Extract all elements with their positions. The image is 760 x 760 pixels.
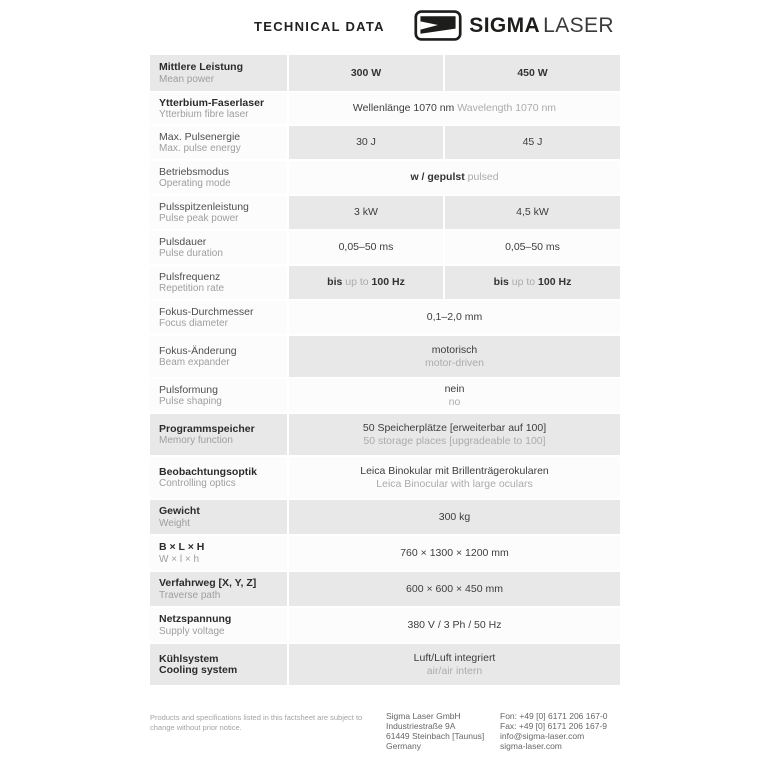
spec-value-area xyxy=(289,379,620,412)
spec-value-cell xyxy=(289,572,620,606)
spec-label-en: Weight xyxy=(159,517,190,529)
spec-label-en: Cooling system xyxy=(159,664,238,676)
spec-label xyxy=(150,608,287,642)
spec-value-line xyxy=(400,547,509,560)
spec-label-de: Pulsdauer xyxy=(159,235,207,248)
spec-value-line xyxy=(351,67,381,80)
footer-line: Germany xyxy=(386,741,421,751)
spec-label-de: Verfahrweg [X, Y, Z] xyxy=(159,577,257,589)
spec-value-cell xyxy=(289,126,443,159)
spec-value-text: 450 W xyxy=(517,66,548,79)
table-row xyxy=(150,500,620,534)
spec-value-line xyxy=(354,206,378,219)
spec-label-en: Mean power xyxy=(159,73,215,85)
spec-label xyxy=(150,161,287,194)
footer-line: info@sigma-laser.com xyxy=(500,731,585,741)
spec-value-line xyxy=(376,478,532,491)
spec-value-cell xyxy=(289,55,443,91)
spec-label-de: Kühlsystem xyxy=(159,652,219,665)
spec-value-line xyxy=(523,136,543,149)
spec-value-text: Leica Binocular with large oculars xyxy=(376,477,533,490)
footer-contact xyxy=(500,711,608,751)
spec-value-cell xyxy=(445,55,620,91)
spec-value-area xyxy=(289,414,620,455)
spec-value-text: 45 J xyxy=(522,136,543,149)
spec-label-en: Ytterbium fibre laser xyxy=(159,109,249,120)
spec-value-line xyxy=(414,652,496,665)
spec-label xyxy=(150,231,287,264)
spec-value-text: 0,1–2,0 mm xyxy=(426,311,483,324)
spec-value-line xyxy=(439,511,471,524)
spec-label-en: Traverse path xyxy=(159,589,221,601)
spec-value-text: 760 × 1300 × 1200 mm xyxy=(400,546,509,559)
spec-value-line xyxy=(432,344,478,357)
spec-value-cell xyxy=(289,608,620,642)
spec-value-area xyxy=(289,457,620,498)
spec-value-line xyxy=(427,311,482,324)
spec-value-cell xyxy=(289,266,443,299)
spec-value-cell xyxy=(289,536,620,570)
spec-value-area xyxy=(289,301,620,334)
brand-name-laser: LASER xyxy=(543,13,614,37)
header xyxy=(150,10,620,48)
spec-label xyxy=(150,572,287,606)
spec-label xyxy=(150,93,287,124)
spec-label-en: Supply voltage xyxy=(159,625,225,637)
spec-label-en: Memory function xyxy=(159,435,233,446)
spec-value-area xyxy=(289,644,620,685)
footer-disclaimer: Products and specifications listed in this factsheet are subject to change without prior notice. xyxy=(150,713,363,732)
table-row xyxy=(150,379,620,412)
spec-value-text: nein xyxy=(444,383,465,395)
table-row xyxy=(150,231,620,264)
spec-label xyxy=(150,336,287,377)
spec-value-text: motorisch xyxy=(431,344,478,356)
table-row xyxy=(150,126,620,159)
spec-value-text: Wavelength 1070 nm xyxy=(457,102,557,115)
spec-value-text: 100 Hz xyxy=(371,276,405,289)
spec-value-cell xyxy=(445,231,620,264)
spec-label-en: Max. pulse energy xyxy=(159,143,241,154)
spec-value-line xyxy=(425,357,484,370)
table-row xyxy=(150,536,620,570)
table-row xyxy=(150,161,620,194)
spec-value-line xyxy=(505,241,560,254)
spec-label xyxy=(150,379,287,412)
spec-label-en: Beam expander xyxy=(159,357,230,368)
spec-value-area xyxy=(289,336,620,377)
spec-label-de: Betriebsmodus xyxy=(159,165,230,178)
spec-value-area xyxy=(289,161,620,194)
spec-label xyxy=(150,536,287,570)
spec-label-de: Netzspannung xyxy=(159,613,232,625)
spec-value-cell xyxy=(289,379,620,412)
spec-label-de: Beobachtungsoptik xyxy=(159,465,258,478)
spec-value-cell xyxy=(445,196,620,229)
spec-label-de: Fokus-Durchmesser xyxy=(159,305,254,318)
spec-label-en: Operating mode xyxy=(159,178,231,189)
spec-value-text: 0,05–50 ms xyxy=(505,241,560,254)
spec-label xyxy=(150,301,287,334)
spec-value-cell xyxy=(445,126,620,159)
spec-value-text: 100 Hz xyxy=(538,276,572,289)
spec-value-cell xyxy=(445,266,620,299)
table-row xyxy=(150,644,620,685)
spec-label-en: W × l × h xyxy=(159,553,200,565)
spec-value-area xyxy=(289,608,620,642)
brand-logo xyxy=(414,10,614,41)
spec-value-cell xyxy=(289,196,443,229)
spec-value-area xyxy=(289,231,620,264)
spec-value-text: bis xyxy=(493,276,512,289)
spec-value-area xyxy=(289,266,620,299)
spec-value-line xyxy=(360,465,549,478)
spec-label-de: Fokus-Änderung xyxy=(159,344,237,357)
table-row xyxy=(150,572,620,606)
spec-label-de: Max. Pulsenergie xyxy=(159,130,241,143)
spec-value-text: 4,5 kW xyxy=(516,206,549,219)
spec-label xyxy=(150,266,287,299)
spec-value-line xyxy=(408,619,502,632)
spec-label-de: Mittlere Leistung xyxy=(159,61,244,73)
spec-value-cell xyxy=(289,414,620,455)
spec-label xyxy=(150,55,287,91)
spec-value-text: 3 kW xyxy=(354,206,378,219)
spec-value-line xyxy=(445,383,465,396)
footer-line: Fax: +49 [0] 6171 206 167-9 xyxy=(500,721,608,731)
spec-value-cell xyxy=(289,500,620,534)
spec-value-line xyxy=(427,665,482,678)
spec-label-en: Pulse peak power xyxy=(159,213,239,224)
spec-value-text: 380 V / 3 Ph / 50 Hz xyxy=(407,618,502,631)
spec-value-line xyxy=(339,241,394,254)
spec-value-line xyxy=(410,171,498,184)
brand-name xyxy=(469,14,614,38)
table-row xyxy=(150,266,620,299)
spec-table xyxy=(150,55,620,685)
spec-value-area xyxy=(289,500,620,534)
table-row xyxy=(150,414,620,455)
spec-value-cell xyxy=(289,644,620,685)
spec-label-en: Pulse duration xyxy=(159,248,223,259)
spec-value-text: 30 J xyxy=(356,136,376,149)
spec-value-line xyxy=(517,67,547,80)
spec-value-line xyxy=(363,435,545,448)
spec-label-de: Pulsformung xyxy=(159,383,218,396)
spec-label-de: B × L × H xyxy=(159,541,205,553)
spec-value-area xyxy=(289,196,620,229)
table-row xyxy=(150,457,620,498)
table-row xyxy=(150,301,620,334)
table-row xyxy=(150,336,620,377)
spec-value-text: 0,05–50 ms xyxy=(338,241,394,254)
spec-value-cell xyxy=(289,161,620,194)
spec-value-text: Leica Binokular mit Brillenträgerokularen xyxy=(360,465,549,477)
spec-value-text: 600 × 600 × 450 mm xyxy=(406,582,503,595)
brand-name-sigma: SIGMA xyxy=(469,13,541,37)
table-row xyxy=(150,55,620,91)
spec-label-de: Programmspeicher xyxy=(159,422,255,435)
spec-value-cell xyxy=(289,301,620,334)
spec-value-text: Luft/Luft integriert xyxy=(413,652,496,664)
spec-label xyxy=(150,500,287,534)
spec-label-en: Pulse shaping xyxy=(159,396,222,407)
spec-value-text: up to xyxy=(511,276,539,289)
spec-value-text: 300 kg xyxy=(438,510,471,523)
spec-value-line xyxy=(356,136,376,149)
spec-label-en: Controlling optics xyxy=(159,478,236,489)
spec-value-line xyxy=(494,276,572,289)
spec-value-text: bis xyxy=(327,276,346,289)
spec-label-de: Gewicht xyxy=(159,505,200,517)
spec-value-text: motor-driven xyxy=(425,356,484,369)
spec-value-text: air/air intern xyxy=(426,664,483,677)
spec-value-text: pulsed xyxy=(467,171,499,184)
spec-value-area xyxy=(289,536,620,570)
spec-value-line xyxy=(327,276,405,289)
spec-value-line xyxy=(406,583,503,596)
spec-value-text: up to xyxy=(345,276,372,289)
spec-value-area xyxy=(289,572,620,606)
spec-value-text: w / gepulst xyxy=(410,171,468,184)
spec-label-de: Ytterbium-Faserlaser xyxy=(159,96,265,109)
spec-value-text: Wellenlänge 1070 nm xyxy=(352,102,458,115)
footer-line: Industriestraße 9A xyxy=(386,721,456,731)
spec-value-line xyxy=(363,422,546,435)
spec-value-cell xyxy=(289,336,620,377)
spec-value-text: 300 W xyxy=(350,66,382,79)
spec-value-text: 50 Speicherplätze [erweiterbar auf 100] xyxy=(362,422,547,434)
footer-line: 61449 Steinbach [Taunus] xyxy=(386,731,485,741)
spec-value-line xyxy=(516,206,549,219)
table-row xyxy=(150,93,620,124)
spec-value-cell xyxy=(289,93,620,124)
spec-value-area xyxy=(289,93,620,124)
sigma-flag-icon xyxy=(414,10,462,41)
spec-value-cell xyxy=(289,457,620,498)
footer-line: sigma-laser.com xyxy=(500,741,562,751)
spec-label-en: Repetition rate xyxy=(159,283,225,294)
spec-value-text: 50 storage places [upgradeable to 100] xyxy=(363,434,546,447)
spec-label-en: Focus diameter xyxy=(159,318,228,329)
spec-value-cell xyxy=(289,231,443,264)
spec-value-area xyxy=(289,55,620,91)
spec-label xyxy=(150,457,287,498)
spec-value-area xyxy=(289,126,620,159)
table-row xyxy=(150,608,620,642)
spec-label-de: Pulsfrequenz xyxy=(159,270,221,283)
spec-label-de: Pulsspitzenleistung xyxy=(159,200,249,213)
page-title: TECHNICAL DATA xyxy=(254,19,385,34)
footer-line: Fon: +49 [0] 6171 206 167-0 xyxy=(500,711,608,721)
spec-label xyxy=(150,644,287,685)
footer-line: Sigma Laser GmbH xyxy=(386,711,461,721)
spec-label xyxy=(150,126,287,159)
footer-company xyxy=(386,711,484,751)
table-row xyxy=(150,196,620,229)
spec-value-text: no xyxy=(448,395,461,408)
spec-label xyxy=(150,414,287,455)
spec-value-line xyxy=(353,102,556,115)
spec-value-line xyxy=(449,396,461,409)
spec-label xyxy=(150,196,287,229)
